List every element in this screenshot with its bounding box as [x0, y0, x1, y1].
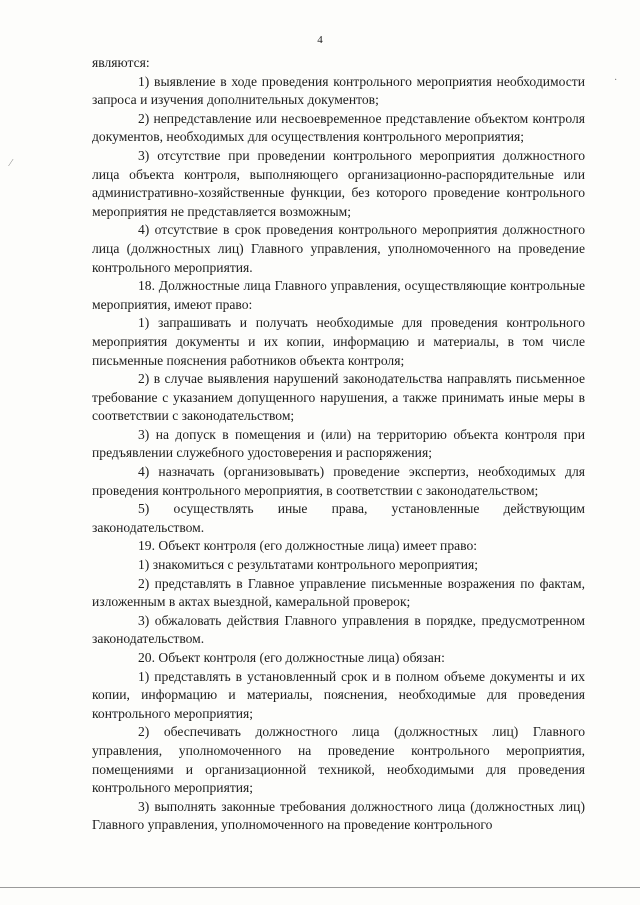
paragraph-item: 3) на допуск в помещения и (или) на территорию объекта контроля при предъявлении служебного удостоверения и распоряжения; [92, 426, 585, 461]
paragraph-item: 1) выявление в ходе проведения контрольного мероприятия необходимости запроса и изучения дополнительных документов; [92, 73, 585, 108]
section-18-heading: 18. Должностные лица Главного управления, осуществляющие контрольные мероприятия, имеют право: [92, 278, 585, 312]
paragraph-item: 1) представлять в установленный срок и в полном объеме документы и их копии, информацию и материалы, пояснения, необходимые для проведения контрольного мероприятия; [92, 668, 585, 721]
paragraph-item: 4) назначать (организовывать) проведение экспертиз, необходимых для проведения контрольного мероприятия, в соответствии с законодательством; [92, 464, 585, 498]
scan-edge-line [0, 887, 640, 888]
paragraph-item: 3) выполнять законные требования должностного лица (должностных лиц) Главного управления, уполномоченного на проведение контрольного [92, 798, 585, 833]
paragraph-item: 1) запрашивать и получать необходимые для проведения контрольного мероприятия документы и их копии, информацию и материалы, в том числе письменные пояснения работников объекта контроля; [92, 315, 585, 368]
paragraph-intro: являются: [92, 55, 150, 70]
paragraph-item: 5) осуществлять иные права, установленные действующим законодательством. [92, 501, 585, 535]
section-20-heading: 20. Объект контроля (его должностные лица) обязан: [138, 650, 445, 665]
scan-mark: ⁄ [10, 158, 12, 169]
paragraph-item: 1) знакомиться с результатами контрольного мероприятия; [138, 557, 479, 573]
page-number: 4 [317, 34, 323, 46]
paragraph-item: 3) отсутствие при проведении контрольного мероприятия должностного лица объекта контроля, выполняющего организационно-распорядительные или административно-хозяйственные функции, без которого проведение контрольного мероприятия не представляется возможным; [92, 147, 585, 219]
paragraph-item: 2) представлять в Главное управление письменные возражения по фактам, изложенным в актах выездной, камеральной проверок; [92, 575, 585, 610]
paragraph-item: 2) непредставление или несвоевременное представление объектом контроля документов, необходимых для осуществления контрольного мероприятия; [92, 110, 585, 145]
scan-speck: · [614, 75, 618, 86]
paragraph-item: 4) отсутствие в срок проведения контрольного мероприятия должностного лица (должностных лиц) Главного управления, уполномоченного на проведение контрольного мероприятия. [92, 222, 585, 275]
section-19-heading: 19. Объект контроля (его должностные лица) имеет право: [138, 538, 478, 554]
paragraph-item: 2) обеспечивать должностного лица (должностных лиц) Главного управления, уполномоченного на проведение контрольного мероприятия, помещениями и организационной техникой, необходимыми для проведения контрольного мероприятия; [92, 724, 585, 796]
paragraph-item: 2) в случае выявления нарушений законодательства направлять письменное требование с указанием допущенного нарушения, а также принимать иные меры в соответствии с законодательством; [92, 371, 585, 424]
paragraph-item: 3) обжаловать действия Главного управления в порядке, предусмотренном законодательством. [92, 612, 585, 647]
document-body [92, 54, 585, 835]
